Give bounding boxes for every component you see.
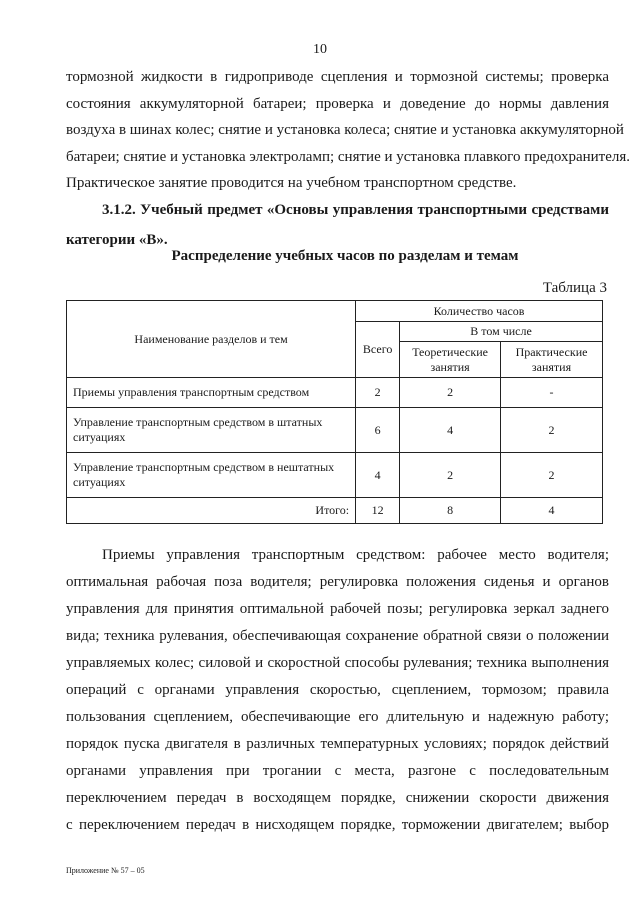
text-line: оптимальная рабочая поза водителя; регулировка положения сиденья и органов [66,574,609,590]
heading-line: категории «В». [66,232,168,248]
table-row [67,453,603,498]
row-theory: 2 [400,453,501,498]
text-line: пользования сцеплением, обеспечивающие его длительную и надежную работу; [66,709,609,725]
row-name: Приемы управления транспортным средством [67,378,356,408]
text-line: состояния аккумуляторной батареи; проверка и доведение до нормы давления [66,95,609,112]
row-theory: 2 [400,378,501,408]
header-name: Наименование разделов и тем [67,301,356,378]
footer-note: Приложение № 57 – 05 [66,866,145,875]
section-heading [66,195,609,255]
text-line: Приемы управления транспортным средством: рабочее место водителя; [102,547,609,563]
row-total: 4 [356,453,400,498]
header-total: Всего [356,322,400,378]
text-line: органами управления при трогании с места, разгоне с последовательным [66,763,609,779]
table-total-row [67,498,603,524]
total-hours: 12 [356,498,400,524]
row-name: Управление транспортным средством в штатных ситуациях [67,408,356,453]
table-row [67,378,603,408]
header-theory: Теоретические занятия [400,342,501,378]
text-line: с переключением передач в нисходящем порядке, торможении двигателем; выбор [66,817,609,833]
table-row [67,408,603,453]
heading-line: 3.1.2. Учебный предмет «Основы управления транспортными средствами [102,202,609,218]
text-line: управляемых колес; силовой и скоростной способы рулевания; техника выполнения [66,655,609,671]
text-line: операций с органами управления скоростью, сцеплением, тормозом; правила [66,682,609,698]
total-practice: 4 [501,498,603,524]
row-theory: 4 [400,408,501,453]
text-line: воздуха в шинах колес; снятие и установка колеса; снятие и установка аккумуляторной [66,122,624,138]
header-practice: Практические занятия [501,342,603,378]
table-label: Таблица 3 [542,280,607,296]
text-line: вида; техника рулевания, обеспечивающая сохранение обратной связи о положении [66,628,609,644]
body-paragraph [66,542,609,839]
row-practice: - [501,378,603,408]
table-title: Распределение учебных часов по разделам и темам [171,248,519,264]
table-header-row [67,301,603,322]
intro-paragraph [66,64,631,197]
text-line: переключением передач в восходящем порядке, снижении скорости движения [66,790,609,806]
text-line: тормозной жидкости в гидроприводе сцепления и тормозной системы; проверка [66,69,609,85]
text-line: порядок пуска двигателя в различных температурных условиях; порядок действий [66,736,609,752]
total-label: Итого: [67,498,356,524]
header-including: В том числе [400,322,603,342]
row-total: 6 [356,408,400,453]
page-number: 10 [313,42,327,57]
total-theory: 8 [400,498,501,524]
row-practice: 2 [501,453,603,498]
text-line: батареи; снятие и установка электроламп; снятие и установка плавкого предохранителя. [66,148,631,165]
row-name: Управление транспортным средством в нештатных ситуациях [67,453,356,498]
row-practice: 2 [501,408,603,453]
row-total: 2 [356,378,400,408]
header-hours: Количество часов [356,301,603,322]
hours-table [66,300,603,524]
text-line: Практическое занятие проводится на учебном транспортном средстве. [66,175,517,191]
text-line: управления для принятия оптимальной рабочей позы; регулировка зеркал заднего [66,601,609,617]
